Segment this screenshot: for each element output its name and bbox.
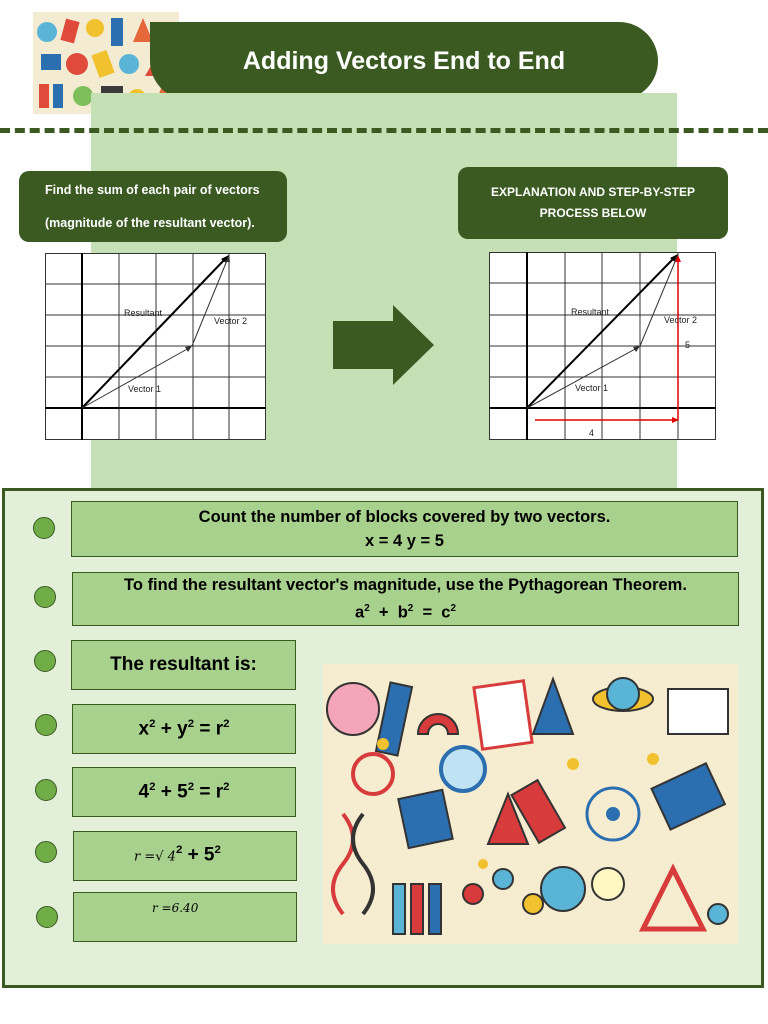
vector-grid-right [489,252,716,445]
explanation-box [458,167,728,239]
resultant-label: Resultant [571,307,610,317]
vector-2-label: Vector 2 [214,316,248,326]
step-formula-general [72,704,296,754]
bullet-icon [34,650,56,672]
bullet-icon [33,517,55,539]
instruction-box [19,171,287,242]
vector-1-label: Vector 1 [128,384,162,394]
dashed-divider [0,128,768,133]
step-pythagorean [72,572,739,626]
vector-1-label: Vector 1 [575,383,609,393]
pythagorean-formula: $a^2 + b^2 = c^2$ [355,603,456,622]
resultant-label: Resultant [124,308,163,318]
bullet-icon [35,841,57,863]
step-3-text: The resultant is: [110,654,257,675]
step-square-root [73,831,297,881]
substituted-formula: $4^2 + 5^2 = r^2$ [138,780,230,803]
bullet-icon [35,714,57,736]
step-count-blocks [71,501,738,557]
bullet-icon [35,779,57,801]
y-count-label: 5 [685,340,691,350]
explanation-line-1: EXPLANATION AND STEP-BY-STEP [490,185,696,199]
vector-2-arrow [192,255,230,346]
general-formula: $x^2 + y^2 = r^2$ [138,717,230,740]
bullet-icon [34,586,56,608]
science-doodle-illustration [323,664,738,944]
vector-2-arrow [640,254,679,346]
y-count-red-arrow [675,255,681,420]
square-root-formula: r =√ $4^2 + 5^2$ [134,844,221,866]
step-1-text: Count the number of blocks covered by two vectors. [198,508,611,526]
bullet-icon [36,906,58,928]
step-formula-substituted [72,767,296,817]
instruction-line-2: (magnitude of the resultant vector). [45,215,255,230]
vector-grid-left [45,253,266,445]
step-resultant-heading [71,640,296,690]
explanation-line-2: PROCESS BELOW [539,206,647,220]
step-final-answer [73,892,297,942]
vector-2-label: Vector 2 [664,315,698,325]
right-arrow-icon [333,305,435,390]
page-title: Adding Vectors End to End [150,22,658,100]
step-2-text: To find the resultant vector's magnitude, use the Pythagorean Theorem. [124,576,687,595]
x-count-label: 4 [589,428,595,438]
final-answer: r =6.40 [152,901,199,915]
step-1-values: x = 4 y = 5 [365,532,444,550]
instruction-line-1: Find the sum of each pair of vectors [45,182,260,197]
x-count-red-arrow [535,417,679,423]
